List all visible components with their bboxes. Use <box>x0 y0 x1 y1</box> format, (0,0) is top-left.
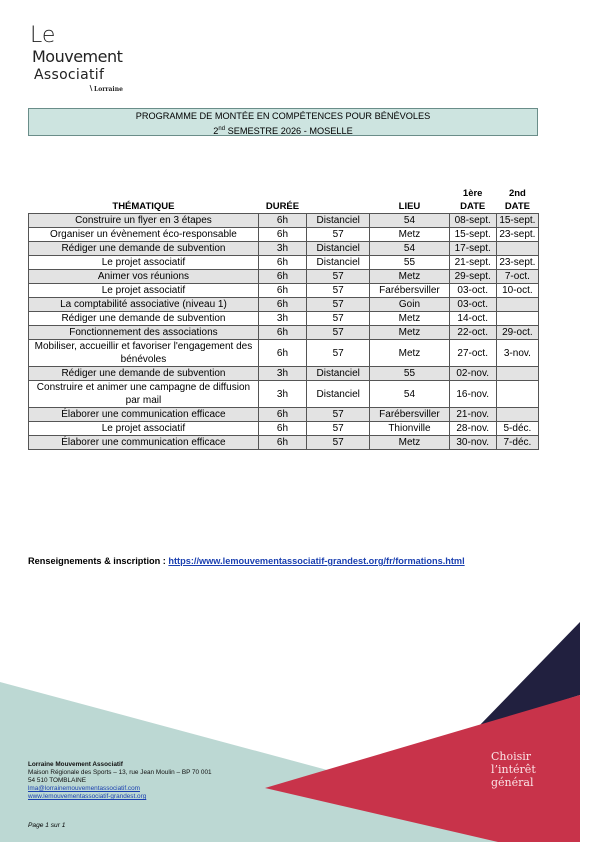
cell-date2: 5-déc. <box>496 422 538 436</box>
cell-lieu: Metz <box>370 228 449 242</box>
cell-mode: 57 <box>307 340 370 367</box>
table-row <box>29 270 539 284</box>
cell-date1: 14-oct. <box>449 312 496 326</box>
cell-date2 <box>496 242 538 256</box>
table-row <box>29 436 539 450</box>
cell-date2: 3-nov. <box>496 340 538 367</box>
cell-lieu: Farébersviller <box>370 408 449 422</box>
cell-date1: 29-sept. <box>449 270 496 284</box>
logo-line1: Le <box>30 23 56 48</box>
cell-lieu: Metz <box>370 340 449 367</box>
info-label: Renseignements & inscription : <box>28 556 169 566</box>
table-row <box>29 214 539 228</box>
cell-date1: 15-sept. <box>449 228 496 242</box>
cell-lieu: 54 <box>370 242 449 256</box>
cell-thematique: Le projet associatif <box>29 422 259 436</box>
cell-duree: 6h <box>258 256 306 270</box>
page-number: Page 1 sur 1 <box>28 822 66 829</box>
cell-date1: 30-nov. <box>449 436 496 450</box>
cell-lieu: Metz <box>370 436 449 450</box>
cell-duree: 6h <box>258 436 306 450</box>
cell-date2: 7-oct. <box>496 270 538 284</box>
cell-thematique: Élaborer une communication efficace <box>29 436 259 450</box>
cell-lieu: Metz <box>370 312 449 326</box>
table-row <box>29 326 539 340</box>
cell-date2: 23-sept. <box>496 228 538 242</box>
cell-thematique: La comptabilité associative (niveau 1) <box>29 298 259 312</box>
table-row <box>29 298 539 312</box>
cell-mode: 57 <box>307 312 370 326</box>
cell-mode: Distanciel <box>307 242 370 256</box>
cell-date1: 17-sept. <box>449 242 496 256</box>
cell-duree: 6h <box>258 298 306 312</box>
footer-address1: Maison Régionale des Sports – 13, rue Jean Moulin – BP 70 001 <box>28 769 212 776</box>
cell-mode: Distanciel <box>307 214 370 228</box>
cell-mode: 57 <box>307 270 370 284</box>
cell-lieu: Metz <box>370 326 449 340</box>
header-duree: DURÉE <box>265 201 300 212</box>
header-date2: 2nd DATE <box>504 188 530 212</box>
cell-lieu: 55 <box>370 256 449 270</box>
cell-date1: 21-sept. <box>449 256 496 270</box>
logo <box>28 20 148 98</box>
cell-lieu: Farébersviller <box>370 284 449 298</box>
cell-date2: 7-déc. <box>496 436 538 450</box>
cell-duree: 6h <box>258 408 306 422</box>
logo-line2: Mouvement <box>32 47 123 66</box>
footer-email-link[interactable]: lma@lorrainemouvementassociatif.com <box>28 785 140 792</box>
logo-region: Lorraine <box>94 86 123 93</box>
cell-mode: 57 <box>307 284 370 298</box>
slogan <box>491 750 536 789</box>
cell-thematique: Le projet associatif <box>29 256 259 270</box>
cell-date1: 08-sept. <box>449 214 496 228</box>
header-mode <box>307 187 370 214</box>
cell-lieu: 54 <box>370 214 449 228</box>
decorative-shapes <box>0 600 595 842</box>
cell-date2: 15-sept. <box>496 214 538 228</box>
cell-duree: 6h <box>258 326 306 340</box>
cell-date1: 28-nov. <box>449 422 496 436</box>
cell-mode: 57 <box>307 326 370 340</box>
cell-lieu: Thionville <box>370 422 449 436</box>
table-row <box>29 228 539 242</box>
cell-lieu: Goin <box>370 298 449 312</box>
table-row <box>29 256 539 270</box>
cell-mode: 57 <box>307 228 370 242</box>
table-row <box>29 422 539 436</box>
cell-mode: Distanciel <box>307 381 370 408</box>
banner-semester: 2nd SEMESTRE 2026 - MOSELLE <box>213 126 353 137</box>
cell-date2: 23-sept. <box>496 256 538 270</box>
cell-mode: 57 <box>307 408 370 422</box>
header-lieu: LIEU <box>398 201 421 212</box>
program-table <box>28 187 539 450</box>
slogan-line2: l’intérêt <box>491 763 536 776</box>
header-thematique: THÉMATIQUE <box>112 201 175 212</box>
table-row <box>29 284 539 298</box>
footer-website-link[interactable]: www.lemouvementassociatif-grandest.org <box>28 793 147 800</box>
cell-date2 <box>496 298 538 312</box>
cell-thematique: Élaborer une communication efficace <box>29 408 259 422</box>
table-row <box>29 381 539 408</box>
cell-duree: 6h <box>258 214 306 228</box>
cell-thematique: Rédiger une demande de subvention <box>29 367 259 381</box>
cell-date1: 03-oct. <box>449 298 496 312</box>
cell-duree: 3h <box>258 367 306 381</box>
cell-thematique: Organiser un évènement éco-responsable <box>29 228 259 242</box>
cell-lieu: 54 <box>370 381 449 408</box>
cell-date1: 02-nov. <box>449 367 496 381</box>
cell-duree: 6h <box>258 422 306 436</box>
table-row <box>29 367 539 381</box>
cell-duree: 6h <box>258 228 306 242</box>
cell-date1: 27-oct. <box>449 340 496 367</box>
cell-date2: 10-oct. <box>496 284 538 298</box>
cell-date1: 03-oct. <box>449 284 496 298</box>
table-row <box>29 408 539 422</box>
table-row <box>29 340 539 367</box>
cell-thematique: Le projet associatif <box>29 284 259 298</box>
cell-date1: 22-oct. <box>449 326 496 340</box>
cell-duree: 3h <box>258 242 306 256</box>
table-header-row <box>29 187 539 214</box>
cell-duree: 6h <box>258 284 306 298</box>
table-row <box>29 242 539 256</box>
cell-duree: 3h <box>258 381 306 408</box>
cell-thematique: Mobiliser, accueillir et favoriser l'engagement des bénévoles <box>29 340 259 367</box>
cell-mode: 57 <box>307 436 370 450</box>
footer-address <box>28 761 212 801</box>
cell-duree: 3h <box>258 312 306 326</box>
cell-mode: 57 <box>307 298 370 312</box>
cell-mode: Distanciel <box>307 256 370 270</box>
cell-date2: 29-oct. <box>496 326 538 340</box>
cell-lieu: 55 <box>370 367 449 381</box>
cell-thematique: Construire un flyer en 3 étapes <box>29 214 259 228</box>
cell-thematique: Rédiger une demande de subvention <box>29 242 259 256</box>
footer-address2: 54 510 TOMBLAINE <box>28 777 87 784</box>
cell-date2 <box>496 408 538 422</box>
cell-date2 <box>496 367 538 381</box>
cell-date1: 21-nov. <box>449 408 496 422</box>
footer-org: Lorraine Mouvement Associatif <box>28 761 123 768</box>
slogan-line1: Choisir <box>491 750 532 763</box>
info-link[interactable]: https://www.lemouvementassociatif-grandest.org/fr/formations.html <box>168 556 465 566</box>
cell-duree: 6h <box>258 340 306 367</box>
table-row <box>29 312 539 326</box>
cell-lieu: Metz <box>370 270 449 284</box>
banner-title: PROGRAMME DE MONTÉE EN COMPÉTENCES POUR BÉNÉVOLES <box>135 111 431 121</box>
cell-date1: 16-nov. <box>449 381 496 408</box>
cell-date2 <box>496 381 538 408</box>
cell-mode: Distanciel <box>307 367 370 381</box>
cell-mode: 57 <box>307 422 370 436</box>
program-banner <box>28 108 538 136</box>
logo-line3: Associatif <box>34 67 105 83</box>
cell-date2 <box>496 312 538 326</box>
cell-thematique: Construire et animer une campagne de diffusion par mail <box>29 381 259 408</box>
slogan-line3: général <box>491 776 534 789</box>
cell-thematique: Fonctionnement des associations <box>29 326 259 340</box>
info-line <box>28 556 465 566</box>
header-date1: 1ère DATE <box>460 188 486 212</box>
cell-duree: 6h <box>258 270 306 284</box>
cell-thematique: Animer vos réunions <box>29 270 259 284</box>
cell-thematique: Rédiger une demande de subvention <box>29 312 259 326</box>
